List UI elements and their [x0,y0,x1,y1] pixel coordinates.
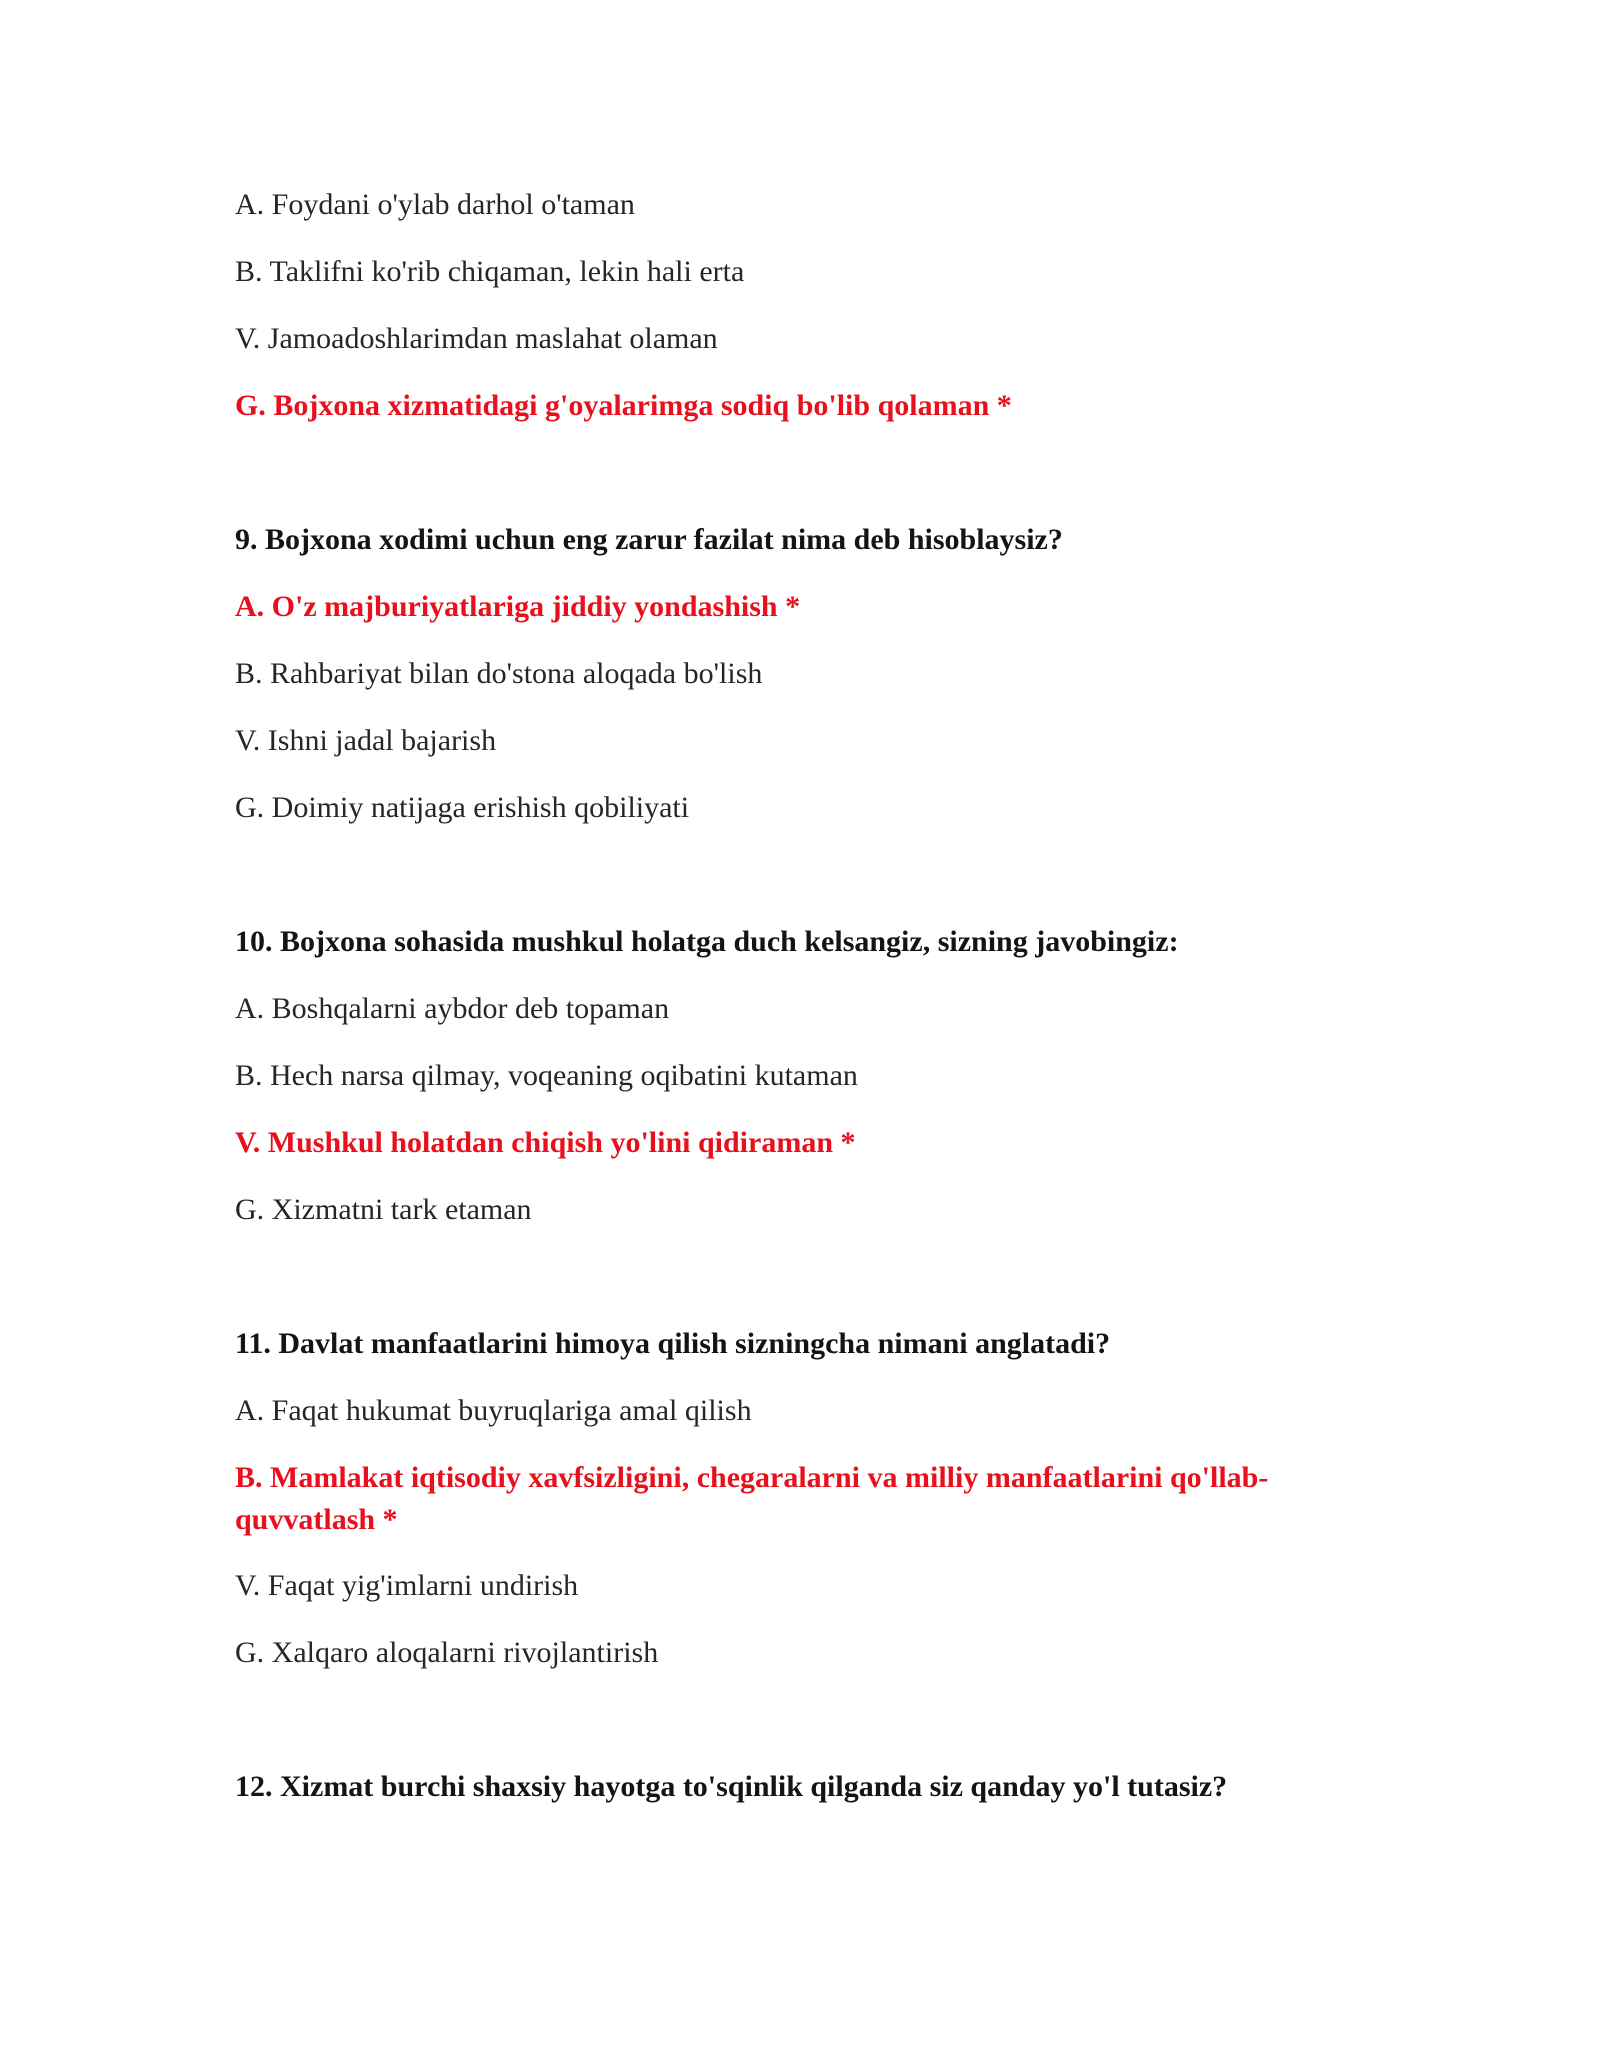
q9-question: 9. Bojxona xodimi uchun eng zarur fazilat nima deb hisoblaysiz? [235,523,1063,556]
q11-option-b-correct: B. Mamlakat iqtisodiy xavfsizligini, chegaralarni va milliy manfaatlarini qo'llab-quvvatlash * [235,1461,1269,1536]
q8-option-b: B. Taklifni ko'rib chiqaman, lekin hali erta [235,255,745,288]
q9-option-v: V. Ishni jadal bajarish [235,724,497,757]
q11-option-a: A. Faqat hukumat buyruqlariga amal qilish [235,1394,752,1427]
q10-option-g: G. Xizmatni tark etaman [235,1193,532,1226]
q8-option-g-correct: G. Bojxona xizmatidagi g'oyalarimga sodiq bo'lib qolaman * [235,389,1012,422]
q11-question: 11. Davlat manfaatlarini himoya qilish sizningcha nimani anglatadi? [235,1327,1111,1360]
q9-option-a-correct: A. O'z majburiyatlariga jiddiy yondashish * [235,590,801,623]
q9-option-b: B. Rahbariyat bilan do'stona aloqada bo'lish [235,657,763,690]
q10-option-a: A. Boshqalarni aybdor deb topaman [235,992,670,1025]
q12-question: 12. Xizmat burchi shaxsiy hayotga to'sqinlik qilganda siz qanday yo'l tutasiz? [235,1770,1228,1803]
q10-option-v-correct: V. Mushkul holatdan chiqish yo'lini qidiraman * [235,1126,856,1159]
q9-option-g: G. Doimiy natijaga erishish qobiliyati [235,791,690,824]
q8-option-a: A. Foydani o'ylab darhol o'taman [235,188,635,221]
q8-option-v: V. Jamoadoshlarimdan maslahat olaman [235,322,718,355]
q10-question: 10. Bojxona sohasida mushkul holatga duch kelsangiz, sizning javobingiz: [235,925,1179,958]
q11-option-g: G. Xalqaro aloqalarni rivojlantirish [235,1636,659,1669]
q11-option-v: V. Faqat yig'imlarni undirish [235,1569,579,1602]
q10-option-b: B. Hech narsa qilmay, voqeaning oqibatini kutaman [235,1059,858,1092]
